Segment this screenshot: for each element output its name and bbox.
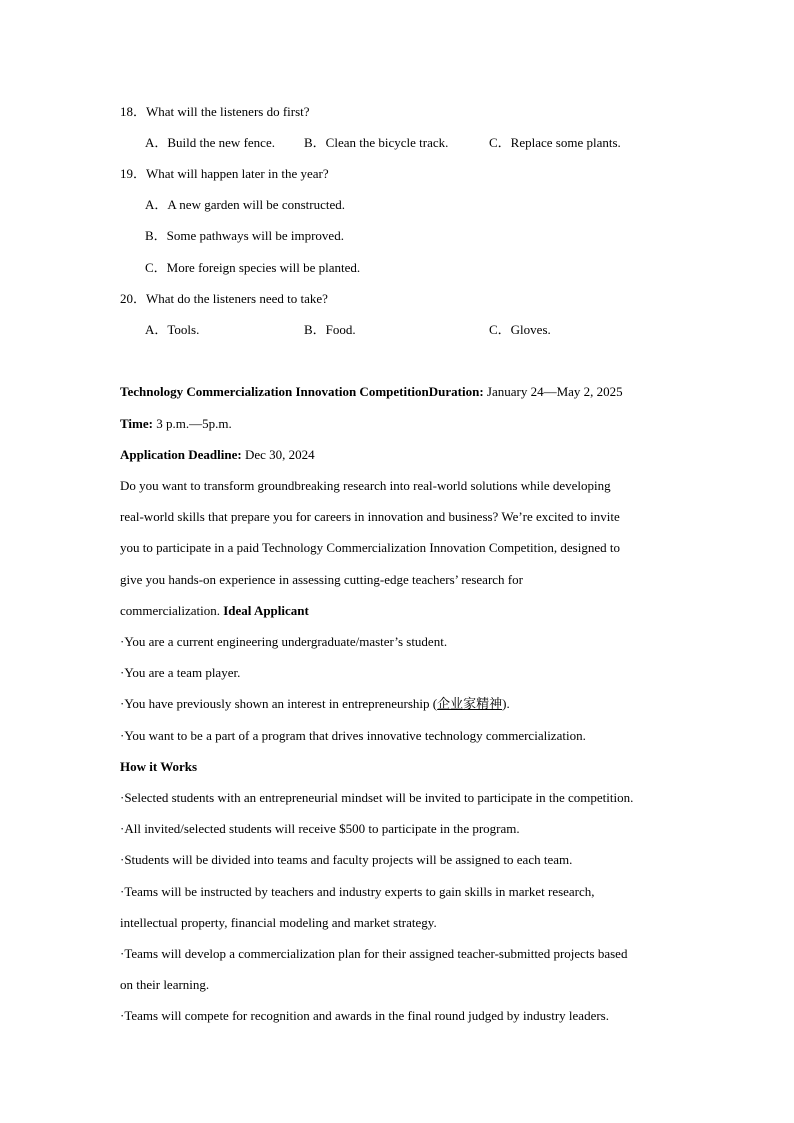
question-19-option-c: C．More foreign species will be planted. (145, 260, 361, 275)
intro-line-5 (120, 603, 309, 619)
ad-title-line (120, 384, 623, 400)
how-item-5: ·Teams will develop a commercialization plan for their assigned teacher-submitted projects based (120, 946, 628, 961)
ideal-applicant-heading: Ideal Applicant (223, 603, 309, 618)
how-item-4-cont: intellectual property, financial modeling and market strategy. (120, 915, 437, 930)
ad-title: Technology Commercialization Innovation Competition (120, 384, 429, 399)
question-18-option-a: A．Build the new fence. (145, 135, 275, 150)
question-20-option-b: B．Food. (304, 322, 356, 337)
how-item-2: ·All invited/selected students will receive $500 to participate in the program. (120, 821, 520, 836)
how-item-6: ·Teams will compete for recognition and awards in the final round judged by industry leaders. (120, 1008, 609, 1023)
intro-line-1: Do you want to transform groundbreaking research into real-world solutions while developing (120, 478, 611, 493)
ideal-item-2: ·You are a team player. (120, 665, 241, 680)
question-18-option-b: B．Clean the bicycle track. (304, 135, 449, 150)
ideal-item-1: ·You are a current engineering undergraduate/master’s student. (120, 634, 448, 649)
how-item-5-cont: on their learning. (120, 977, 210, 992)
how-item-3: ·Students will be divided into teams and faculty projects will be assigned to each team. (120, 852, 573, 867)
how-item-4: ·Teams will be instructed by teachers and industry experts to gain skills in market research, (120, 884, 595, 899)
intro-line-2: real-world skills that prepare you for careers in innovation and business? We’re excited to invite (120, 509, 620, 524)
duration-value: January 24—May 2, 2025 (483, 384, 623, 399)
ideal-item-3 (120, 696, 510, 713)
ideal-entre-chinese: 企业家精神 (437, 697, 503, 712)
question-18-option-c: C．Replace some plants. (489, 135, 621, 150)
deadline-value: Dec 30, 2024 (241, 447, 315, 462)
question-20-option-c: C．Gloves. (489, 322, 551, 337)
time-label: Time: (120, 416, 153, 431)
ideal-entre-post: ). (502, 696, 510, 711)
deadline-label: Application Deadline: (120, 447, 242, 462)
question-19-option-a: A．A new garden will be constructed. (145, 197, 346, 212)
how-heading-text: How it Works (120, 759, 198, 774)
question-18-stem: 18．What will the listeners do first? (120, 104, 310, 119)
ideal-item-4: ·You want to be a part of a program that drives innovative technology commercialization. (120, 728, 586, 743)
time-line (120, 416, 232, 432)
question-20-stem: 20．What do the listeners need to take? (120, 291, 328, 306)
intro-line-4: give you hands-on experience in assessing cutting-edge teachers’ research for (120, 572, 523, 587)
intro-last: commercialization. (120, 603, 224, 618)
ideal-entre-pre: ·You have previously shown an interest in entrepreneurship ( (120, 696, 438, 711)
how-item-1: ·Selected students with an entrepreneurial mindset will be invited to participate in the competition. (120, 790, 634, 805)
duration-label: Duration: (428, 384, 484, 399)
how-it-works-heading (120, 759, 197, 775)
time-value: 3 p.m.—5p.m. (152, 416, 232, 431)
intro-line-3: you to participate in a paid Technology Commercialization Innovation Competition, designed to (120, 540, 620, 555)
question-19-option-b: B．Some pathways will be improved. (145, 228, 344, 243)
deadline-line (120, 447, 315, 463)
question-20-option-a: A．Tools. (145, 322, 200, 337)
question-19-stem: 19．What will happen later in the year? (120, 166, 329, 181)
